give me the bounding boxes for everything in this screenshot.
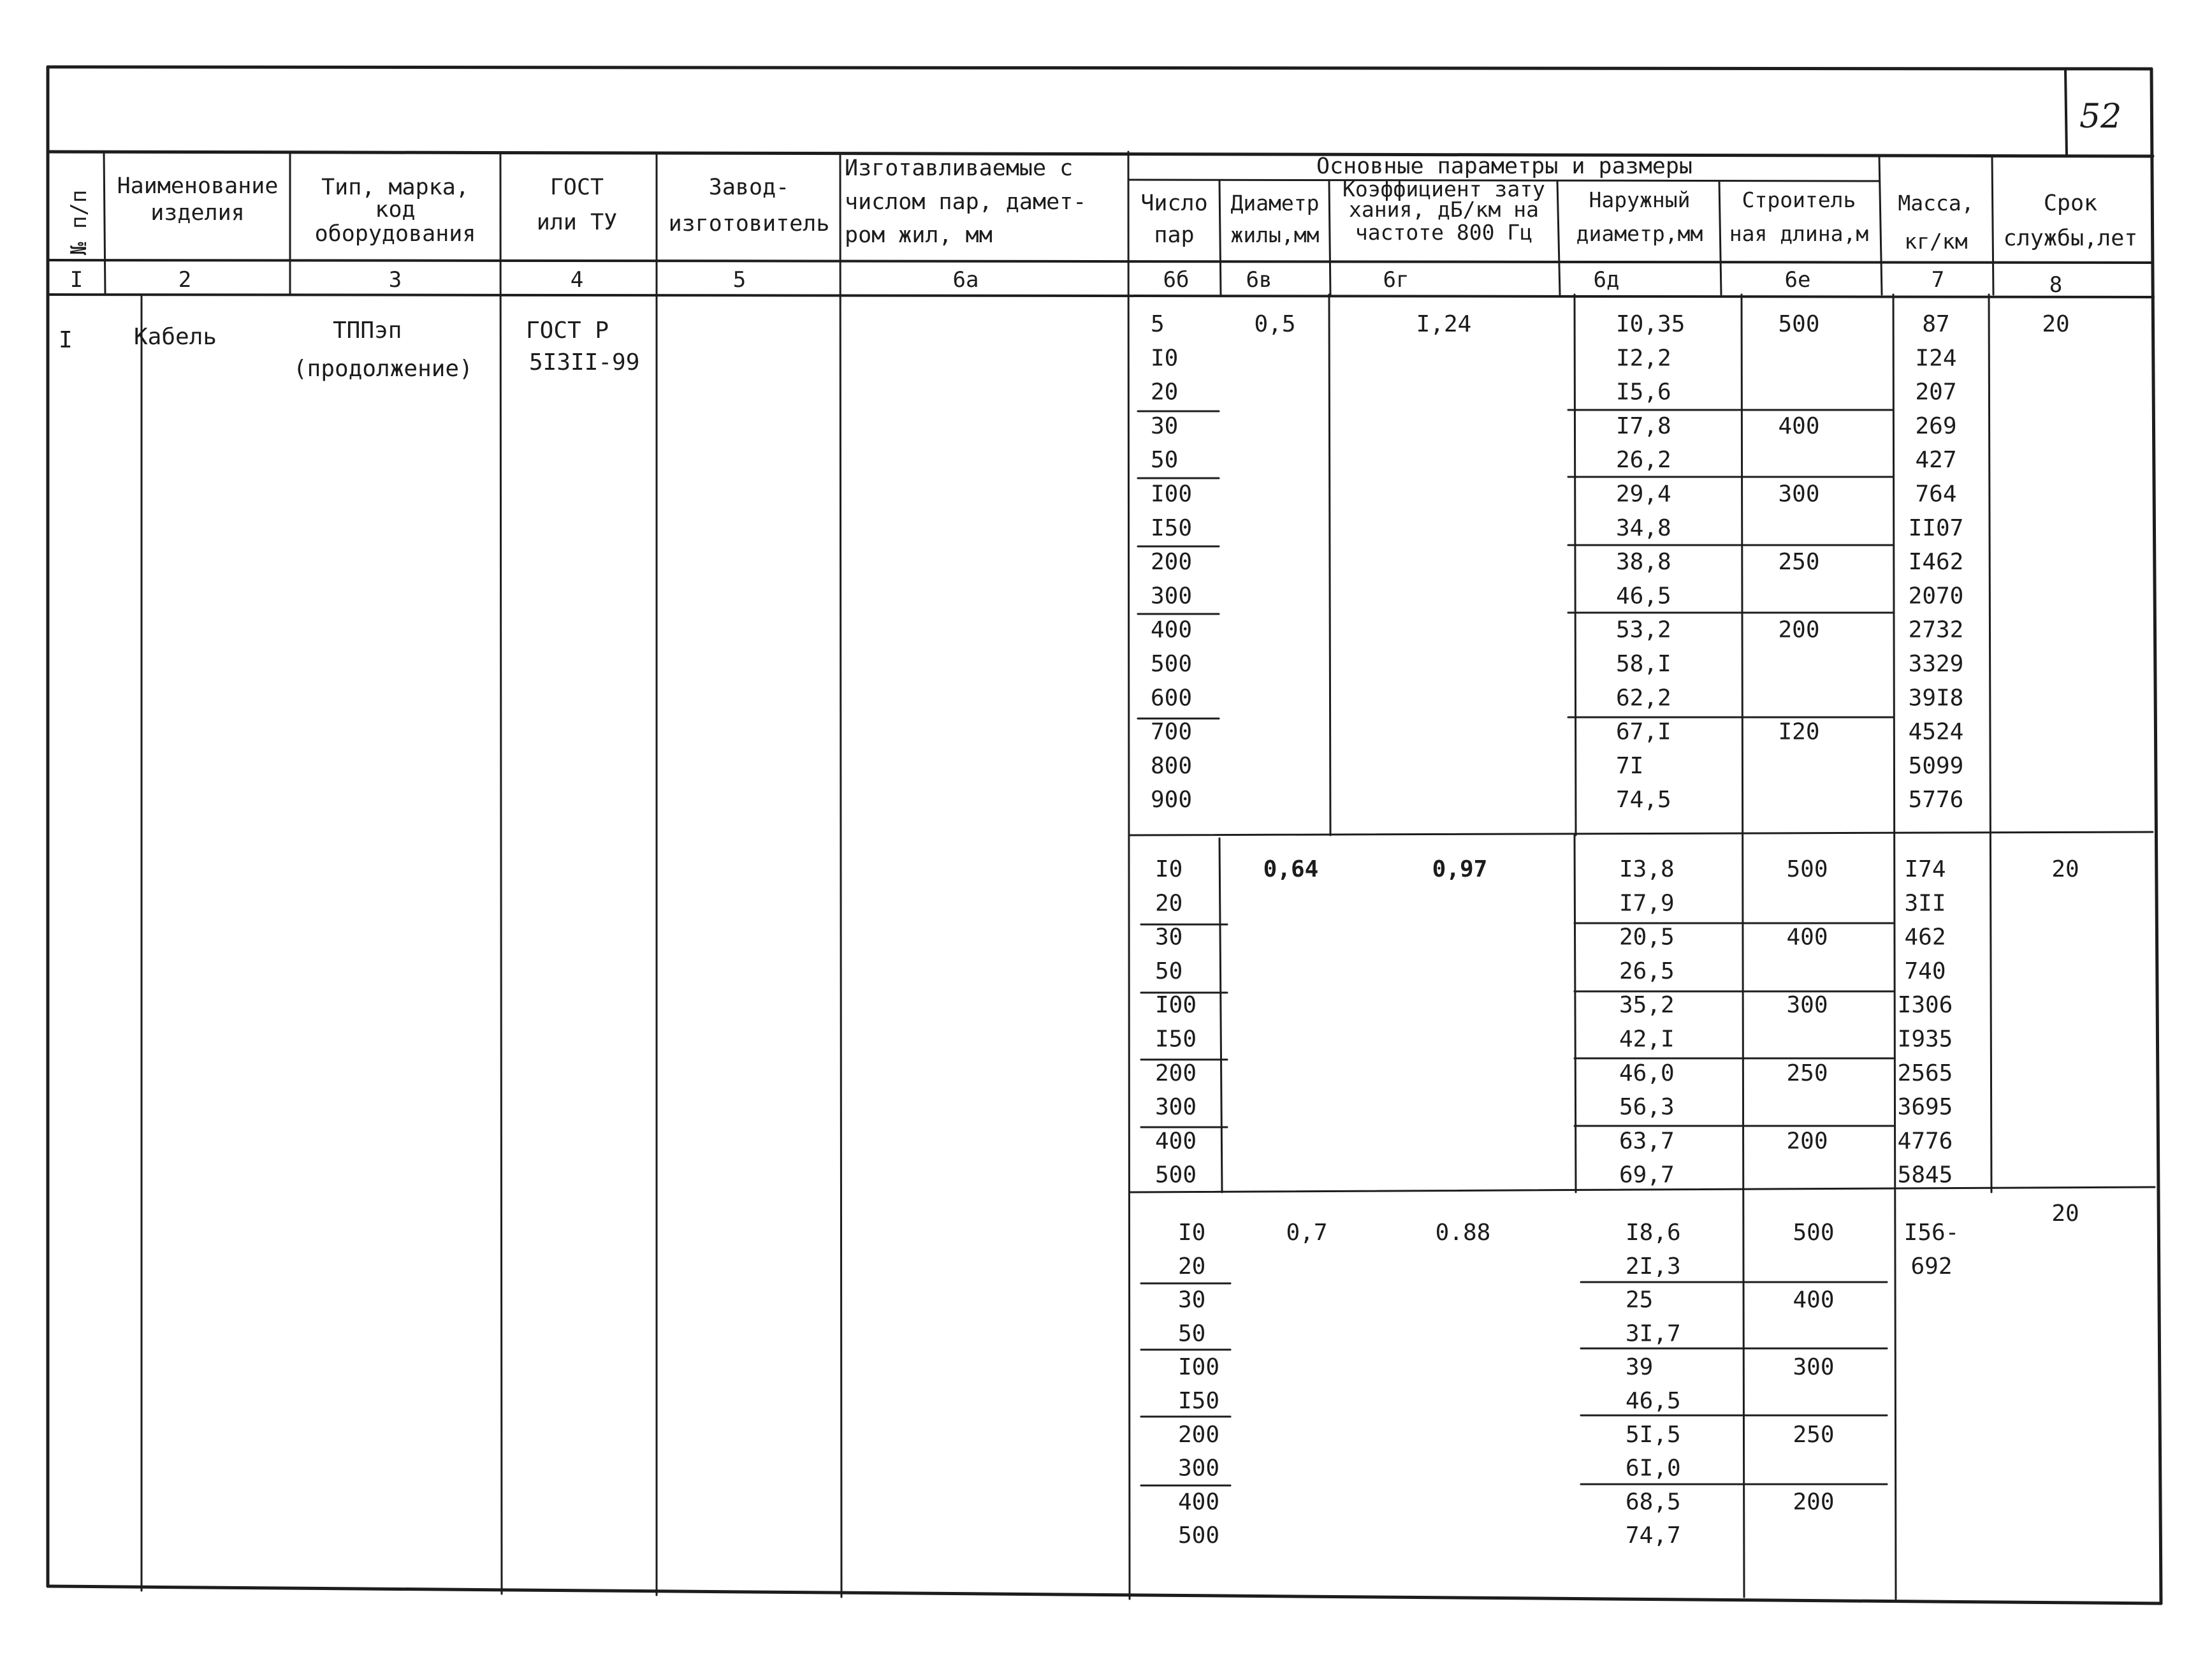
svg-text:Число: Число [1140, 191, 1208, 216]
svg-text:3: 3 [388, 267, 402, 293]
outer-diameter-cell: 35,2 [1619, 992, 1675, 1019]
service-life-value: 20 [2051, 1200, 2079, 1227]
header-wire-diameter [1230, 191, 1319, 247]
mass-cell: 3695 [1897, 1094, 1953, 1121]
length-cell: 250 [1786, 1060, 1828, 1086]
pairs-cell: 400 [1178, 1489, 1220, 1515]
pairs-cell: I0 [1178, 1220, 1206, 1246]
svg-text:частоте 800 Гц: частоте 800 Гц [1355, 220, 1533, 245]
mass-cell: I306 [1897, 992, 1953, 1019]
svg-text:Наименование: Наименование [117, 173, 279, 199]
header-gost [537, 175, 617, 235]
mass-cell: 5099 [1908, 752, 1964, 779]
pairs-cell: 20 [1151, 379, 1179, 405]
outer-diameter-cell: 46,0 [1619, 1060, 1675, 1086]
outer-diameter-cell: 6I,0 [1626, 1455, 1681, 1482]
mass-cell: 427 [1915, 447, 1957, 474]
header-pairs [1140, 191, 1207, 248]
pairs-cell: I00 [1155, 992, 1197, 1019]
outer-diameter-cell: I3,8 [1619, 856, 1675, 882]
svg-text:5I3II-99: 5I3II-99 [529, 349, 640, 376]
outer-diameter-cell: 3I,7 [1626, 1320, 1681, 1347]
length-cell: 250 [1793, 1421, 1835, 1448]
outer-diameter-cell: 26,5 [1619, 958, 1675, 984]
svg-text:8: 8 [2049, 272, 2063, 298]
outer-diameter-cell: 20,5 [1619, 924, 1675, 951]
pairs-cell: 50 [1155, 958, 1183, 984]
mass-cell: 4776 [1897, 1128, 1953, 1155]
svg-text:I: I [69, 267, 84, 293]
outer-diameter-cell: 46,5 [1626, 1388, 1681, 1414]
pairs-cell: 400 [1151, 617, 1193, 643]
svg-text:код: код [375, 197, 416, 223]
pairs-cell: 500 [1178, 1522, 1220, 1549]
svg-text:Кабель: Кабель [134, 324, 217, 350]
service-life-value: 20 [2051, 856, 2079, 882]
length-cell: 200 [1778, 617, 1820, 643]
pairs-cell: 700 [1151, 719, 1193, 745]
svg-text:кг/км: кг/км [1904, 229, 1968, 254]
mass-cell: 2732 [1908, 617, 1964, 643]
mass-cell: 3II [1904, 890, 1946, 917]
header-life [2004, 191, 2138, 251]
page-number: 52 [2079, 98, 2122, 136]
outer-diameter-cell: 68,5 [1626, 1489, 1681, 1515]
header-main-params: Основные параметры и размеры [1316, 154, 1693, 179]
outer-diameter-cell: 69,7 [1619, 1162, 1675, 1188]
length-cell: 300 [1778, 481, 1820, 507]
mass-cell: 5845 [1897, 1162, 1953, 1188]
outer-diameter-cell: 39 [1626, 1354, 1654, 1381]
svg-text:ТППэп: ТППэп [333, 317, 402, 344]
header-num: № п/п [66, 189, 92, 255]
mass-cell: I74 [1904, 856, 1946, 882]
pairs-cell: 50 [1151, 447, 1179, 474]
outer-diameter-cell: 29,4 [1616, 481, 1671, 507]
svg-text:службы,лет: службы,лет [2003, 226, 2138, 251]
outer-diameter-cell: 5I,5 [1626, 1421, 1681, 1448]
pairs-cell: 200 [1151, 549, 1193, 576]
svg-text:6в: 6в [1246, 267, 1272, 293]
pairs-cell: 500 [1155, 1162, 1197, 1188]
svg-text:7: 7 [1931, 267, 1945, 293]
svg-text:ром жил, мм: ром жил, мм [845, 223, 993, 248]
svg-text:6е: 6е [1784, 267, 1811, 293]
header-outer-diameter [1576, 187, 1703, 246]
outer-diameter-cell: I2,2 [1616, 345, 1671, 372]
outer-diameter-cell: I8,6 [1626, 1220, 1681, 1246]
pairs-cell: I00 [1151, 481, 1193, 507]
pairs-cell: I0 [1151, 345, 1179, 372]
length-cell: 400 [1778, 412, 1820, 439]
svg-text:хания, дБ/км на: хания, дБ/км на [1348, 197, 1539, 222]
outer-diameter-cell: I7,8 [1616, 412, 1671, 439]
pairs-cell: 600 [1151, 685, 1193, 711]
svg-text:Наружный: Наружный [1589, 187, 1691, 212]
svg-text:ная длина,м: ная длина,м [1729, 221, 1869, 246]
svg-text:Тип, марка,: Тип, марка, [321, 175, 469, 200]
pairs-cell: I50 [1178, 1388, 1220, 1414]
attenuation-value: I,24 [1416, 311, 1472, 337]
outer-diameter-cell: 74,7 [1626, 1522, 1681, 1549]
pairs-cell: 20 [1178, 1253, 1206, 1280]
mass-cell: I56- [1903, 1220, 1960, 1246]
pairs-cell: 300 [1155, 1094, 1197, 1121]
svg-text:6б: 6б [1163, 267, 1190, 293]
column-number-row [70, 267, 2062, 298]
mass-cell: 39I8 [1908, 685, 1964, 711]
pairs-cell: 400 [1155, 1128, 1197, 1155]
svg-text:Диаметр: Диаметр [1230, 191, 1320, 215]
outer-diameter-cell: 26,2 [1616, 447, 1671, 474]
svg-text:ГОСТ Р: ГОСТ Р [526, 317, 609, 344]
header-name [117, 173, 279, 226]
attenuation-value: 0.88 [1435, 1220, 1491, 1246]
header-mass [1898, 191, 1974, 254]
outer-diameter-cell: 56,3 [1619, 1094, 1675, 1121]
svg-text:2: 2 [178, 267, 192, 293]
pairs-cell: 500 [1151, 651, 1193, 677]
outer-diameter-cell: 2I,3 [1626, 1253, 1681, 1280]
outer-diameter-cell: 67,I [1616, 719, 1671, 745]
mass-cell: 87 [1922, 311, 1950, 337]
wire-diameter-value: 0,64 [1263, 856, 1319, 882]
length-cell: 250 [1778, 549, 1820, 576]
svg-text:числом пар, дамет-: числом пар, дамет- [845, 189, 1087, 215]
pairs-cell: 200 [1155, 1060, 1197, 1086]
pairs-cell: 800 [1151, 752, 1193, 779]
pairs-cell: 30 [1178, 1287, 1206, 1313]
length-cell: 200 [1786, 1128, 1828, 1155]
svg-text:Коэффициент зату: Коэффициент зату [1342, 177, 1545, 201]
outer-diameter-cell: 62,2 [1616, 685, 1671, 711]
svg-text:5: 5 [732, 267, 746, 293]
outer-diameter-cell: 25 [1626, 1287, 1654, 1313]
outer-diameter-cell: 46,5 [1616, 583, 1671, 609]
pairs-cell: I50 [1151, 514, 1193, 541]
mass-cell: 2070 [1908, 583, 1964, 609]
outer-diameter-cell: 38,8 [1616, 549, 1671, 576]
svg-text:(продолжение): (продолжение) [293, 356, 473, 382]
table-frame [48, 67, 2161, 1603]
svg-text:жилы,мм: жилы,мм [1230, 223, 1320, 247]
svg-text:оборудования: оборудования [314, 221, 476, 247]
pairs-cell: 300 [1151, 583, 1193, 609]
pairs-cell: 900 [1151, 787, 1193, 814]
mass-cell: 740 [1904, 958, 1946, 984]
svg-text:I: I [59, 327, 73, 353]
length-cell: I20 [1778, 719, 1820, 745]
length-cell: 300 [1786, 992, 1828, 1019]
header-length [1729, 187, 1869, 246]
svg-text:диаметр,мм: диаметр,мм [1576, 221, 1703, 246]
pairs-cell: 30 [1151, 412, 1179, 439]
svg-text:6а: 6а [952, 267, 979, 293]
mass-cell: 207 [1915, 379, 1957, 405]
mass-cell: 3329 [1908, 651, 1964, 677]
outer-diameter-cell: 42,I [1619, 1026, 1675, 1053]
outer-diameter-cell: 7I [1616, 752, 1644, 779]
mass-cell: I935 [1897, 1026, 1953, 1053]
mass-cell: 4524 [1908, 719, 1964, 745]
length-cell: 400 [1793, 1287, 1835, 1313]
header-made [845, 156, 1086, 248]
svg-text:6г: 6г [1383, 267, 1409, 293]
mass-cell: 5776 [1908, 787, 1964, 814]
header-attenuation [1342, 177, 1545, 245]
svg-text:4: 4 [570, 267, 584, 293]
pairs-cell: 5 [1151, 311, 1165, 337]
table-body [1151, 311, 2079, 1549]
svg-text:Срок: Срок [2043, 191, 2098, 216]
svg-text:6д: 6д [1593, 267, 1620, 293]
outer-diameter-cell: 74,5 [1616, 787, 1671, 814]
attenuation-value: 0,97 [1432, 856, 1488, 882]
outer-diameter-cell: 53,2 [1616, 617, 1671, 643]
outer-diameter-cell: I0,35 [1616, 311, 1685, 337]
pairs-cell: 200 [1178, 1421, 1220, 1448]
mass-cell: II07 [1908, 514, 1964, 541]
outer-diameter-cell: 63,7 [1619, 1128, 1675, 1155]
svg-text:пар: пар [1154, 223, 1195, 248]
mass-cell: 462 [1904, 924, 1946, 951]
pairs-cell: 50 [1178, 1320, 1206, 1347]
mass-cell: 2565 [1897, 1060, 1953, 1086]
mass-cell: I462 [1908, 549, 1964, 576]
pairs-cell: I00 [1178, 1354, 1220, 1381]
length-cell: 200 [1793, 1489, 1835, 1515]
item-info [59, 317, 639, 382]
pairs-cell: 20 [1155, 890, 1183, 917]
outer-diameter-cell: I7,9 [1619, 890, 1675, 917]
header-maker [669, 175, 830, 237]
length-cell: 400 [1786, 924, 1828, 951]
length-cell: 500 [1786, 856, 1828, 882]
mass-cell: 269 [1915, 412, 1957, 439]
mass-cell: 764 [1915, 481, 1957, 507]
svg-text:изготовитель: изготовитель [668, 211, 830, 237]
header-type [315, 175, 476, 247]
wire-diameter-value: 0,5 [1254, 311, 1296, 337]
mass-cell: I24 [1915, 345, 1957, 372]
length-cell: 300 [1793, 1354, 1835, 1381]
pairs-cell: I50 [1155, 1026, 1197, 1053]
length-cell: 500 [1778, 311, 1820, 337]
svg-text:Масса,: Масса, [1898, 191, 1974, 215]
length-cell: 500 [1793, 1220, 1835, 1246]
svg-text:ГОСТ: ГОСТ [549, 175, 604, 200]
wire-diameter-value: 0,7 [1286, 1220, 1328, 1246]
pairs-cell: 30 [1155, 924, 1183, 951]
svg-text:Изготавливаемые с: Изготавливаемые с [845, 156, 1073, 181]
svg-text:Завод-: Завод- [708, 175, 790, 200]
outer-diameter-cell: I5,6 [1616, 379, 1671, 405]
outer-diameter-cell: 58,I [1616, 651, 1671, 677]
svg-text:Строитель: Строитель [1742, 187, 1856, 212]
service-life-value: 20 [2042, 311, 2070, 337]
mass-cell: 692 [1910, 1253, 1953, 1280]
outer-diameter-cell: 34,8 [1616, 514, 1671, 541]
pairs-cell: I0 [1155, 856, 1183, 882]
pairs-cell: 300 [1178, 1455, 1220, 1482]
svg-text:или ТУ: или ТУ [536, 210, 618, 235]
svg-text:изделия: изделия [150, 200, 245, 226]
